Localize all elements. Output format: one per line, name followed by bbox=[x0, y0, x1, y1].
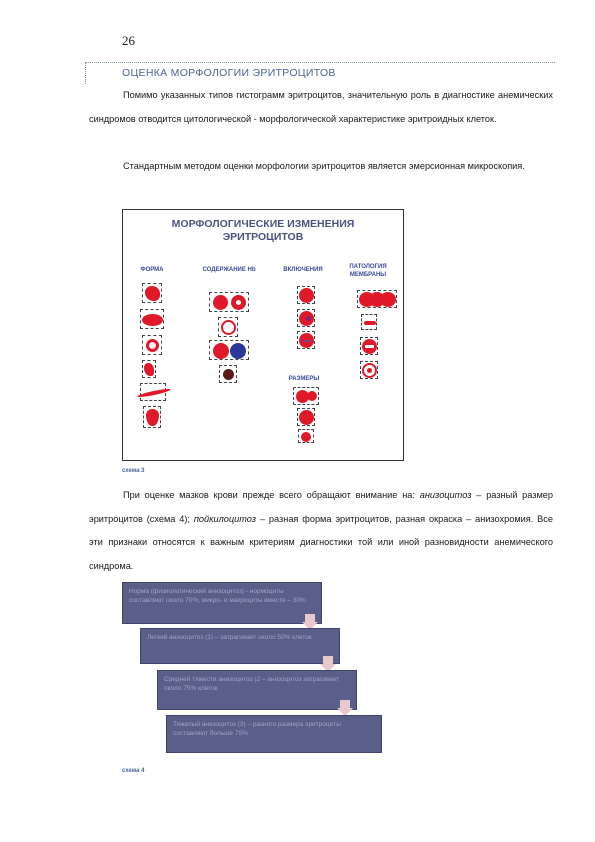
cell-membrane-2 bbox=[361, 314, 377, 330]
morphology-figure bbox=[122, 209, 404, 461]
page-number: 26 bbox=[122, 33, 135, 48]
paragraph-3 bbox=[89, 484, 553, 578]
cell-inclusion-2 bbox=[297, 309, 315, 327]
figure-title-line-1: МОРФОЛОГИЧЕСКИЕ ИЗМЕНЕНИЯ bbox=[171, 218, 355, 230]
flow-step-normal: Норма (физиологический анизоцитоз) - нормоциты составляют около 70%, микро- и макроциты вместе – 30% bbox=[122, 582, 322, 624]
paragraph-2 bbox=[89, 155, 553, 179]
cell-inclusion-1 bbox=[297, 286, 315, 304]
paragraph-2-text: Стандартным методом оценки морфологии эритроцитов является эмерсионная микроскопия. bbox=[123, 161, 525, 171]
cell-hb-4 bbox=[219, 365, 237, 383]
paragraph-3-part-2: – разный размер эритроцитов (схема 4); bbox=[89, 490, 553, 524]
paragraph-1 bbox=[89, 84, 553, 131]
cell-size-3 bbox=[298, 429, 314, 443]
cell-membrane-4 bbox=[360, 361, 378, 379]
cell-form-3 bbox=[142, 335, 162, 355]
figure-title bbox=[123, 218, 403, 244]
cell-membrane-1 bbox=[357, 290, 397, 308]
heading-rule-left bbox=[85, 62, 86, 84]
cell-inclusion-3 bbox=[297, 331, 315, 349]
paragraph-3-part-1: При оценке мазков крови прежде всего обращают внимание на: bbox=[123, 490, 420, 500]
cell-form-5 bbox=[140, 383, 166, 401]
term-poikilocytosis: пойкилоцитоз bbox=[193, 513, 257, 524]
flow-step-severe: Тяжелый анизоцитоз (3) – разного размера эритроциты составляют больше 75% bbox=[166, 715, 382, 753]
section-title: ОЦЕНКА МОРФОЛОГИИ ЭРИТРОЦИТОВ bbox=[122, 67, 336, 79]
cell-form-4 bbox=[142, 360, 156, 378]
flow-step-mild: Легкий анизоцитоз (1) – затрагивает около 50% клеток bbox=[140, 628, 340, 664]
column-label-inclusions: ВКЛЮЧЕНИЯ bbox=[283, 267, 323, 273]
term-anisocytosis: анизоцитоз bbox=[419, 490, 472, 500]
paragraph-3-part-3: – разная форма эритроцитов, разная окраска – анизохромия. Все эти признаки относятся к важным критериям диагностики той или иной разновидности анемического синдрома. bbox=[89, 513, 553, 571]
column-label-membrane-line-1: ПАТОЛОГИЯ bbox=[349, 264, 387, 270]
column-label-membrane bbox=[341, 264, 395, 279]
column-label-membrane-line-2: МЕМБРАНЫ bbox=[349, 271, 387, 278]
caption-scheme-4: схема 4 bbox=[122, 768, 145, 774]
figure-title-line-2: ЭРИТРОЦИТОВ bbox=[222, 231, 304, 243]
cell-form-6 bbox=[143, 406, 161, 428]
caption-scheme-3: схема 3 bbox=[122, 468, 145, 474]
arrow-down-icon bbox=[337, 700, 353, 716]
cell-hb-2 bbox=[218, 317, 238, 337]
cell-membrane-3 bbox=[360, 337, 378, 355]
flow-step-moderate: Средней тяжести анизоцитоз (2 – анизоцитоз затрагивает около 75% клеток bbox=[157, 670, 357, 710]
cell-size-2 bbox=[297, 408, 315, 426]
column-label-size: РАЗМЕРЫ bbox=[288, 376, 320, 382]
cell-form-1 bbox=[142, 283, 162, 303]
cell-form-2 bbox=[140, 309, 164, 329]
column-label-form: ФОРМА bbox=[140, 267, 164, 273]
column-label-hb: СОДЕРЖАНИЕ Нb bbox=[202, 267, 256, 273]
cell-size-1 bbox=[293, 387, 319, 405]
cell-hb-1 bbox=[209, 292, 249, 312]
paragraph-1-text: Помимо указанных типов гистограмм эритроцитов, значительную роль в диагностике анемических синдромов отводится цитологической - морфологической характеристике эритроидных клеток. bbox=[89, 90, 553, 124]
cell-hb-3 bbox=[209, 340, 249, 360]
